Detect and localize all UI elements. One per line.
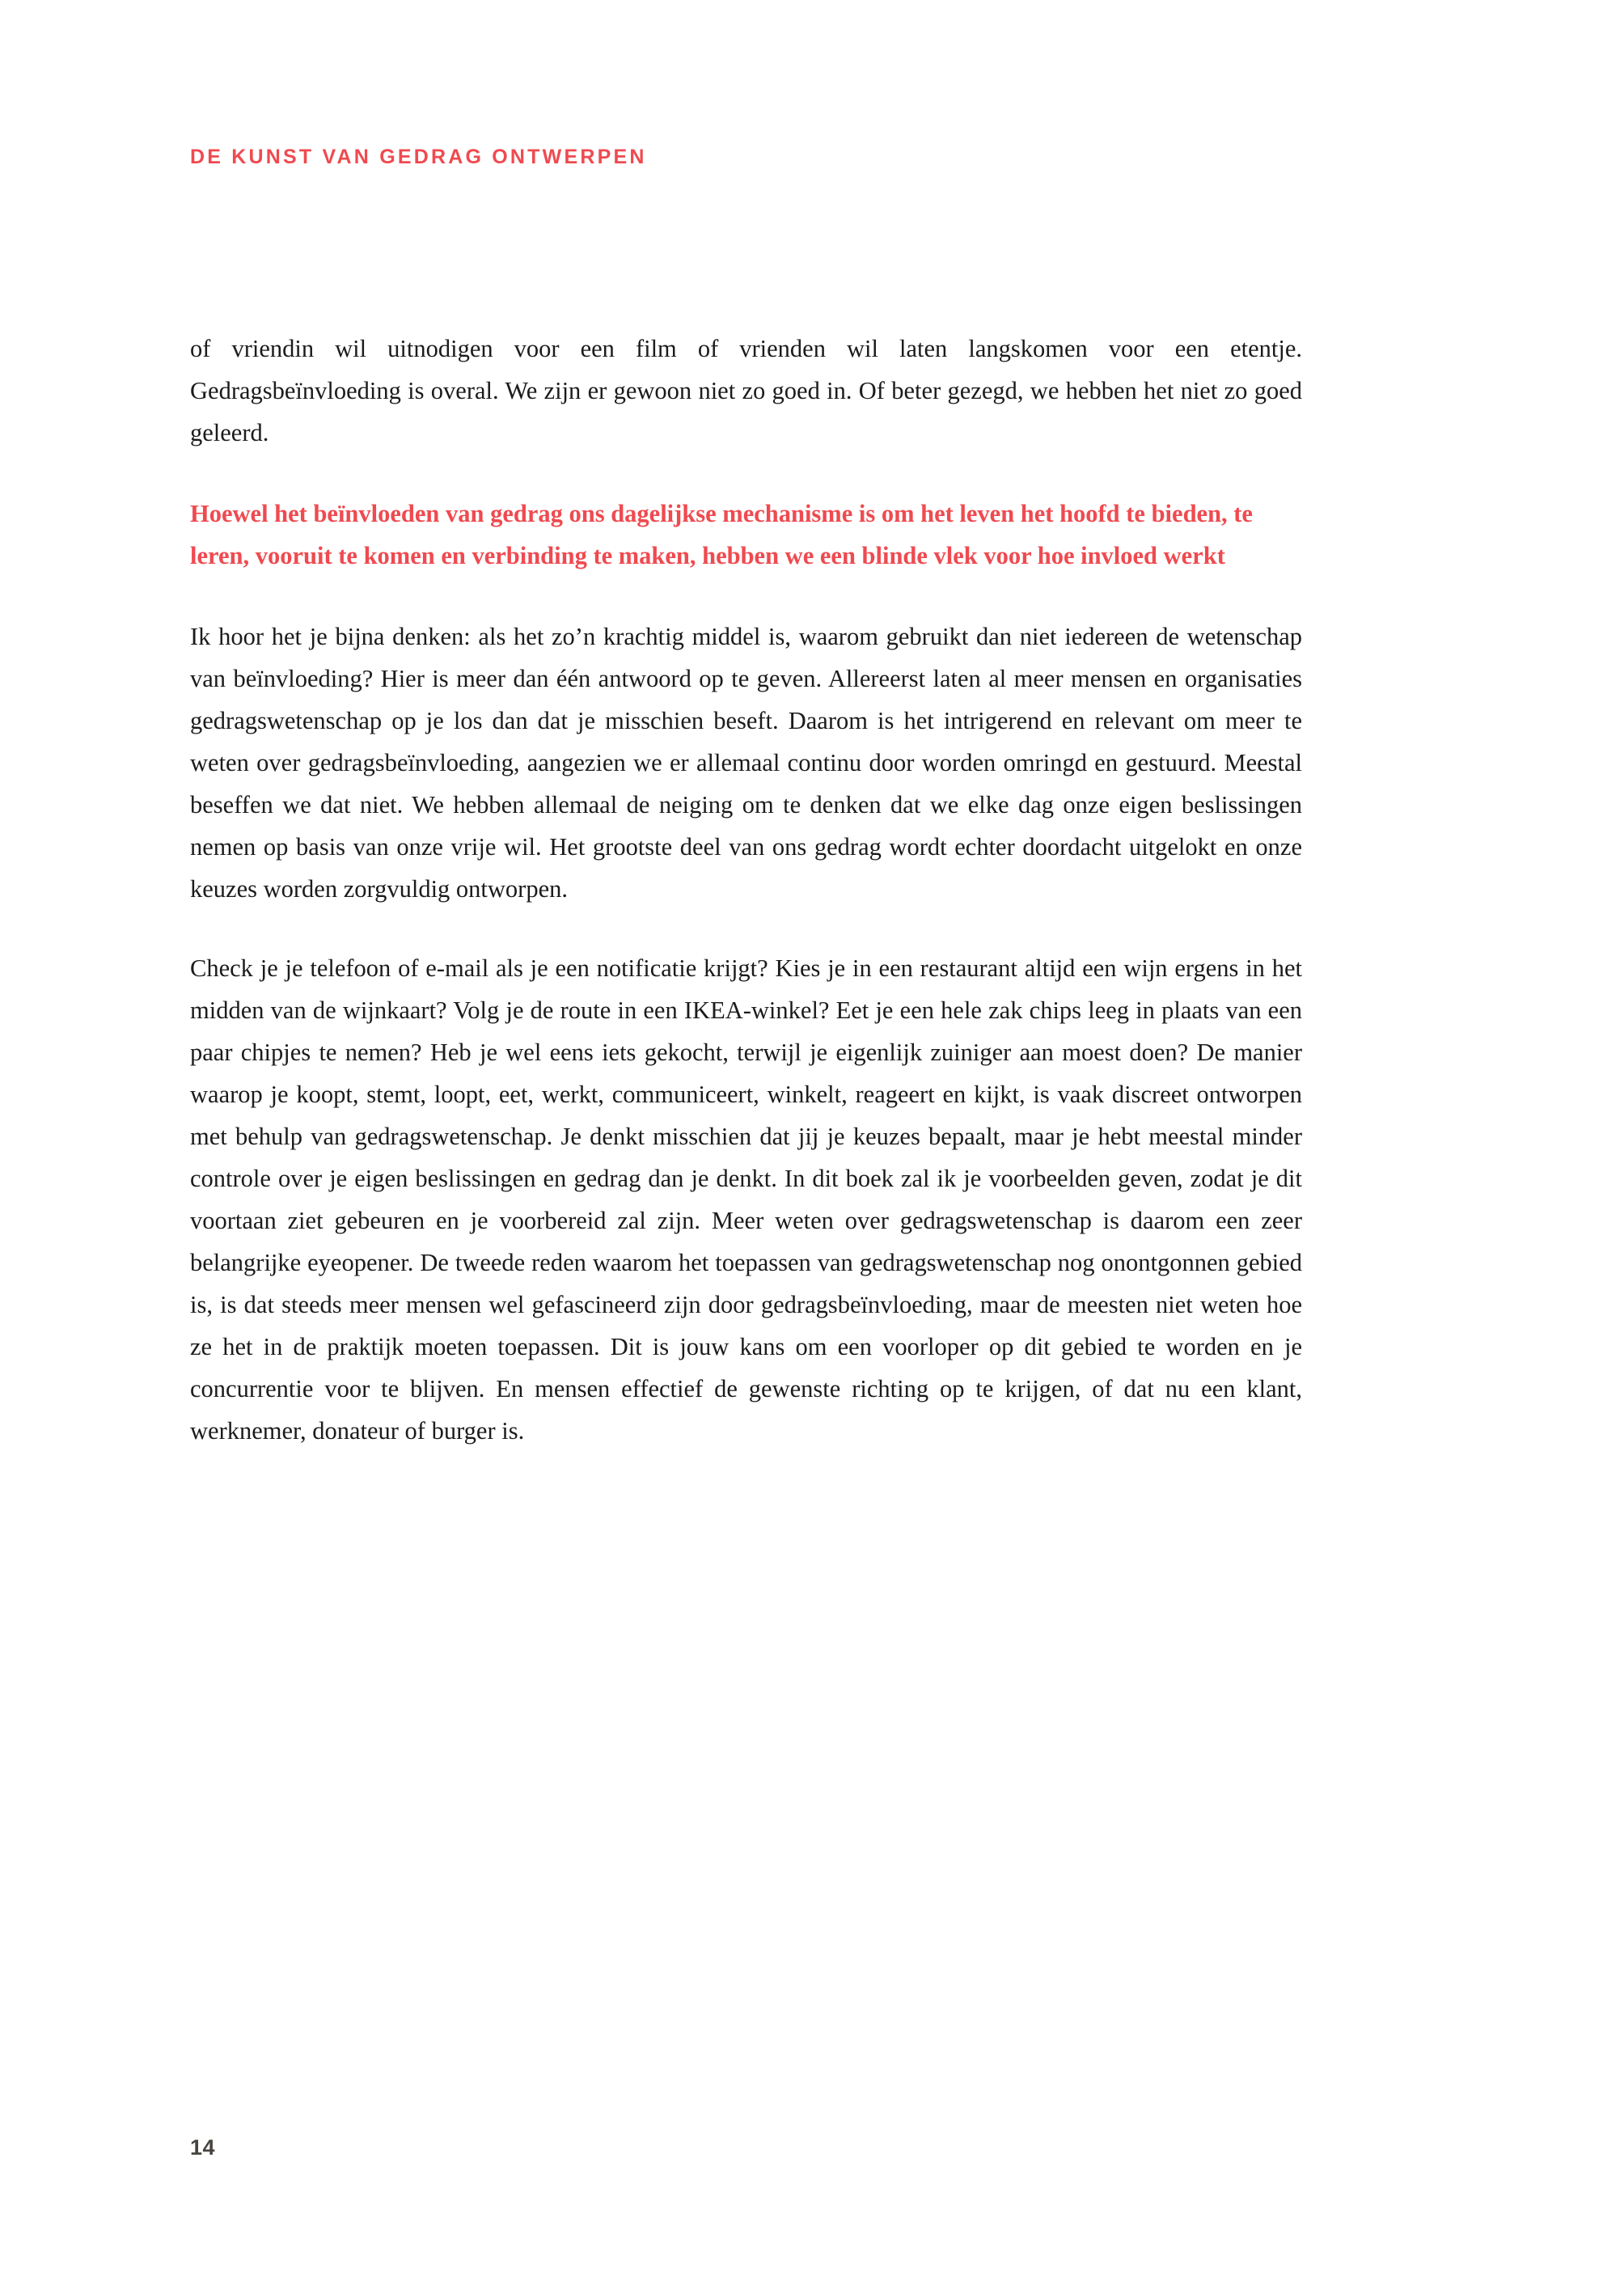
paragraph-continuation: of vriendin wil uitnodigen voor een film of vrienden wil laten langskomen voor een etentje. Gedragsbeïnvloeding is overal. We zijn er gewoon niet zo goed in. Of beter gezegd, we hebben het niet zo goed geleerd. (190, 335, 1302, 446)
pull-quote: Hoewel het beïnvloeden van gedrag ons dagelijkse mechanisme is om het leven het hoofd te bieden, te leren, vooruit te komen en verbinding te maken, hebben we een blinde vlek voor hoe invloed werkt (190, 500, 1253, 569)
page-body-content (190, 328, 1302, 1489)
paragraph-three: Check je je telefoon of e-mail als je een notificatie krijgt? Kies je in een restaurant altijd een wijn ergens in het midden van de wijnkaart? Volg je de route in een IKEA-winkel? Eet je een hele zak chips leeg in plaats van een paar chipjes te nemen? Heb je wel eens iets gekocht, terwijl je eigenlijk zuiniger aan moest doen? De manier waarop je koopt, stemt, loopt, eet, werkt, communiceert, winkelt, reageert en kijkt, is vaak discreet ontworpen met behulp van gedragswetenschap. Je denkt misschien dat jij je keuzes bepaalt, maar je hebt meestal minder controle over je eigen beslissingen en gedrag dan je denkt. In dit boek zal ik je voorbeelden geven, zodat je dit voortaan ziet gebeuren en je voorbereid zal zijn. Meer weten over gedragswetenschap is daarom een zeer belangrijke eyeopener. De tweede reden waarom het toepassen van gedragswetenschap nog onontgonnen gebied is, is dat steeds meer mensen wel gefascineerd zijn door gedragsbeïnvloeding, maar de meesten niet weten hoe ze het in de praktijk moeten toepassen. Dit is jouw kans om een voorloper op dit gebied te worden en je concurrentie voor te blijven. En mensen effectief de gewenste richting op te krijgen, of dat nu een klant, werknemer, donateur of burger is. (190, 954, 1302, 1445)
paragraph-two: Ik hoor het je bijna denken: als het zo’n krachtig middel is, waarom gebruikt dan niet iedereen de wetenschap van beïnvloeding? Hier is meer dan één antwoord op te geven. Allereerst laten al meer mensen en organisaties gedragswetenschap op je los dan dat je misschien beseft. Daarom is het intrigerend en relevant om meer te weten over gedragsbeïnvloeding, aangezien we er allemaal continu door worden omringd en gestuurd. Meestal beseffen we dat niet. We hebben allemaal de neiging om te denken dat we elke dag onze eigen beslissingen nemen op basis van onze vrije wil. Het grootste deel van ons gedrag wordt echter doordacht uitgelokt en onze keuzes worden zorgvuldig ontworpen. (190, 623, 1302, 903)
page-number: 14 (190, 2135, 216, 2160)
running-header: DE KUNST VAN GEDRAG ONTWERPEN (190, 146, 647, 168)
